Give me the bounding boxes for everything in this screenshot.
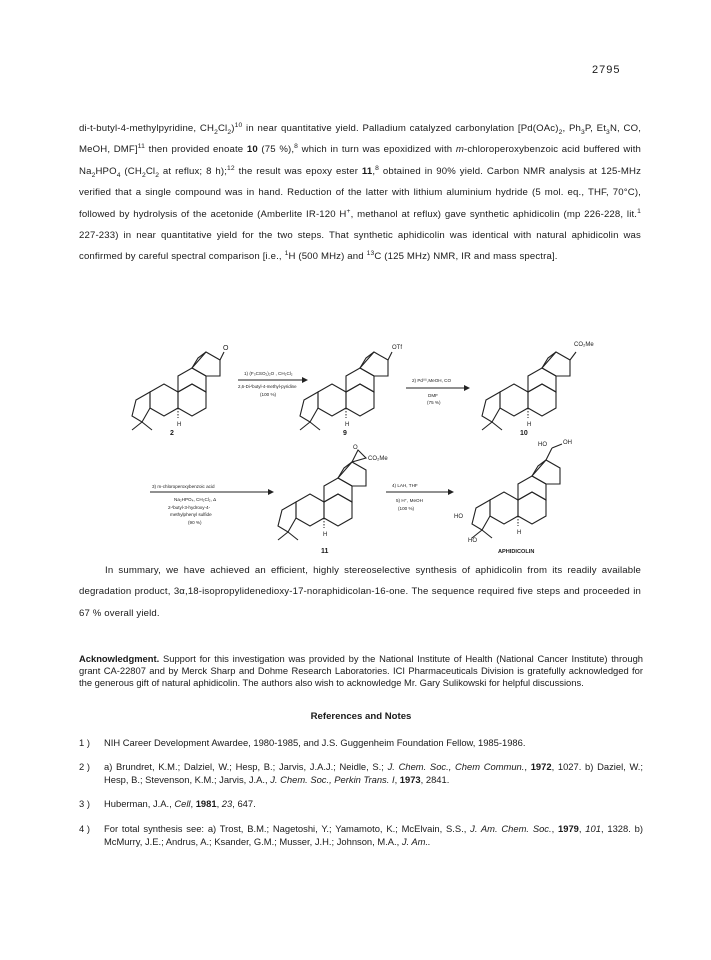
h-label-9: H xyxy=(345,422,350,428)
reagent-step2-a: 2) Pd⁽⁰⁾,MeOH, CO xyxy=(412,378,452,383)
text-run: N, CO, MeOH, DMF] xyxy=(79,123,642,156)
text-run: in near quantitative yield. Palladium catalyzed carbonylation [Pd(OAc) xyxy=(242,123,559,134)
hydroxyl-label-bottom: HO xyxy=(468,538,477,544)
text-run: 101 xyxy=(585,823,601,834)
hydroxyl-label-top: HO xyxy=(538,442,547,448)
text-run: (75 %), xyxy=(257,144,295,156)
text-run: , Ph xyxy=(562,123,581,134)
text-run: Cl xyxy=(217,123,228,134)
text-run: 1 xyxy=(637,207,641,215)
text-run: J. Am.. xyxy=(401,835,431,847)
text-run: 12 xyxy=(227,164,235,172)
triflate-label: OTf xyxy=(392,345,402,351)
reagent-step1-a: 1) (F₃CSO₂)₂O , CH₂Cl₂ xyxy=(244,371,293,376)
reagent-step4-c: (100 %) xyxy=(398,506,415,511)
text-run: Huberman, J.A., xyxy=(104,798,175,809)
ketone-oxygen-label: O xyxy=(223,345,229,352)
compound-label-2: 2 xyxy=(170,430,174,437)
acknowledgment-heading: Acknowledgment. xyxy=(79,653,160,664)
text-run: 1 xyxy=(284,250,289,258)
reference-text xyxy=(104,823,643,848)
reagent-step3-d: methylphenyl sulfide xyxy=(170,512,212,517)
text-run: 1973 xyxy=(399,773,421,785)
text-run: HPO xyxy=(95,165,117,177)
text-run: Cl xyxy=(145,165,156,177)
compound-label-11: 11 xyxy=(321,548,329,555)
reference-text xyxy=(104,798,643,811)
ester-label-10: CO₂Me xyxy=(574,342,594,348)
acknowledgment xyxy=(79,653,643,689)
text-run: obtained in 90% yield. Carbon NMR analysis at 125-MHz verified that a single compound was in hand. Reduction of the latter with lithium aluminium hydride (5 mol. eq., THF, 70°C), followed by hydrolysis of the acetonide (Amberlite IR-120 H xyxy=(79,165,642,220)
hydroxyl-label-left: HO xyxy=(454,514,463,520)
reaction-scheme xyxy=(130,330,600,555)
text-run: m xyxy=(455,144,464,156)
text-run: , 1328. b) McMurry, J.E.; Andrus, A.; Ksander, G.M.; Musser, J.H.; Johnson, M.A., xyxy=(104,823,643,847)
compound-label-10: 10 xyxy=(520,430,528,437)
text-run: 1979 xyxy=(558,823,579,834)
text-run: -chloroperoxybenzoic acid buffered with Na xyxy=(79,144,641,177)
reagent-step3-a: 3) m-chloroperoxybenzoic acid xyxy=(152,484,215,489)
paragraph-summary: In summary, we have achieved an efficient, highly stereoselective synthesis of aphidicolin from its readily available degradation product, 3α,18-isopropylidenedioxy-17-noraphidicolan-16-one. The sequence required five steps and proceeded in 67 % overall yield. xyxy=(79,565,641,619)
compound-label-aphidicolin: APHIDICOLIN xyxy=(498,549,535,555)
text-run: 8 xyxy=(375,164,380,172)
h-label-11: H xyxy=(323,532,328,538)
text-run: H (500 MHz) and xyxy=(288,251,367,263)
structure-compound-9 xyxy=(300,345,402,437)
text-run: 4 xyxy=(116,171,121,179)
reagent-step4-a: 4) LAH, THF xyxy=(392,483,418,488)
reference-number: 3 ) xyxy=(79,798,90,809)
text-run: 3 xyxy=(606,128,610,136)
reference-number: 2 ) xyxy=(79,761,90,772)
reagent-step3-b: Na₂HPO₄, CH₂Cl₂, Δ xyxy=(174,497,217,502)
text-run: 23 xyxy=(221,798,233,809)
text-run: a) Brundret, K.M.; Dalziel, W.; Hesp, B.; Jarvis, J.A.J.; Neidle, S.; xyxy=(104,761,388,772)
text-run: ) xyxy=(231,123,235,134)
text-run: J. Chem. Soc., Chem Commun. xyxy=(387,761,525,772)
text-run: , xyxy=(216,798,222,809)
text-run: 10 xyxy=(246,144,258,156)
text-run: 2 xyxy=(214,128,218,136)
structure-compound-10 xyxy=(482,342,594,437)
reagent-step2-b: DMF xyxy=(428,393,438,398)
h-label-2: H xyxy=(177,422,182,428)
h-label-10: H xyxy=(527,422,532,428)
text-run: , xyxy=(524,761,531,772)
text-run: , xyxy=(372,165,376,177)
text-run: , 2841. xyxy=(420,773,450,785)
reaction-arrow-2 xyxy=(406,378,470,405)
text-run: 10 xyxy=(234,121,243,129)
reaction-arrow-1 xyxy=(238,371,308,397)
references-title: References and Notes xyxy=(310,711,412,722)
reference-text xyxy=(104,761,643,786)
text-run: J. Am. Chem. Soc. xyxy=(470,823,552,834)
reagent-step3-e: (90 %) xyxy=(188,520,202,525)
text-run: , methanol at reflux) gave synthetic aphidicolin (mp 226-228, lit. xyxy=(350,208,638,220)
text-run: 2 xyxy=(558,128,563,136)
compound-label-9: 9 xyxy=(343,430,347,437)
reagent-step2-c: (75 %) xyxy=(427,400,441,405)
text-run: , xyxy=(578,823,586,834)
reagent-step1-c: (100 %) xyxy=(260,392,277,397)
epoxide-oxygen-label: O xyxy=(353,445,358,451)
text-run: , xyxy=(551,823,559,834)
hydroxyl-label-right: OH xyxy=(563,440,572,446)
text-run: 1972 xyxy=(530,761,552,772)
text-run: 2 xyxy=(141,171,146,179)
ester-label-11: CO₂Me xyxy=(368,456,388,462)
text-run: P, Et xyxy=(584,123,607,134)
text-run: , 647. xyxy=(232,798,256,809)
text-run: NIH Career Development Awardee, 1980-1985, and J.S. Guggenheim Foundation Fellow, 1985-1986. xyxy=(104,737,526,748)
text-run: the result was epoxy ester xyxy=(234,165,362,177)
text-run: , xyxy=(190,798,196,809)
text-run: J. Chem. Soc., Perkin Trans. I xyxy=(270,773,395,785)
text-run: 2 xyxy=(155,171,160,179)
structure-aphidicolin xyxy=(454,440,572,555)
text-run: which in turn was epoxidized with xyxy=(298,144,456,156)
text-run: 227-233) in near quantitative yield for the two steps. That synthetic aphidicolin was identical with natural aphidicolin was confirmed by careful spectral comparison [i.e., xyxy=(79,230,641,263)
reaction-arrow-3 xyxy=(150,484,274,525)
text-run: 11 xyxy=(137,143,146,151)
text-run: 11 xyxy=(361,165,373,177)
text-run: then provided enoate xyxy=(145,144,247,156)
text-run: 3 xyxy=(580,128,585,136)
text-run: 2 xyxy=(227,128,232,136)
h-label-aphidicolin: H xyxy=(517,530,522,536)
text-run: C (125 MHz) NMR, IR and mass spectra]. xyxy=(374,251,558,263)
text-run: For total synthesis see: a) Trost, B.M.; Nagetoshi, Y.; Yamamoto, K.; McElvain, S.S., xyxy=(104,823,471,834)
text-run: 8 xyxy=(294,143,299,151)
reagent-step3-c: 2-ᵗbutyl-3-hydroxy-4- xyxy=(168,505,211,510)
acknowledgment-text: Support for this investigation was provided by the National Institute of Health (National Cancer Institute) through grant CA-22807 and by Merck Sharp and Dohme Research Laboratories. ICI Pharmaceuticals Division is gratefully acknowledged for the generous gift of natural aphidicolin. The authors also wish to acknowledge Mr. Gary Sulikowski for helpful discussions. xyxy=(79,653,643,688)
reagent-step4-b: 5) H⁺, MeOH xyxy=(396,498,423,503)
text-run: di-t-butyl-4-methylpyridine, CH xyxy=(79,123,215,134)
text-run: Cell xyxy=(174,798,191,809)
structure-compound-11 xyxy=(278,445,388,555)
text-run: , 1027. b) Daziel, W.; Hesp, B.; Stevenson, K.M.; Jarvis, J.A., xyxy=(104,761,644,785)
reference-number: 4 ) xyxy=(79,823,90,834)
text-run: + xyxy=(346,207,351,215)
reference-text xyxy=(104,737,643,750)
text-run: 13 xyxy=(366,250,375,258)
page-number: 2795 xyxy=(592,64,621,76)
text-run: 1981 xyxy=(195,798,217,809)
reagent-step1-b: 2,6-Di-ᵗbutyl-4-methyl-pyridine xyxy=(238,384,297,389)
reference-number: 1 ) xyxy=(79,737,90,748)
text-run: , xyxy=(394,773,400,785)
text-run: at reflux; 8 h); xyxy=(159,165,228,177)
structure-compound-2 xyxy=(132,345,229,437)
text-run: (CH xyxy=(120,165,142,177)
reaction-arrow-4 xyxy=(386,483,454,511)
text-run: 2 xyxy=(91,171,96,179)
paragraph-synthesis xyxy=(79,118,641,268)
